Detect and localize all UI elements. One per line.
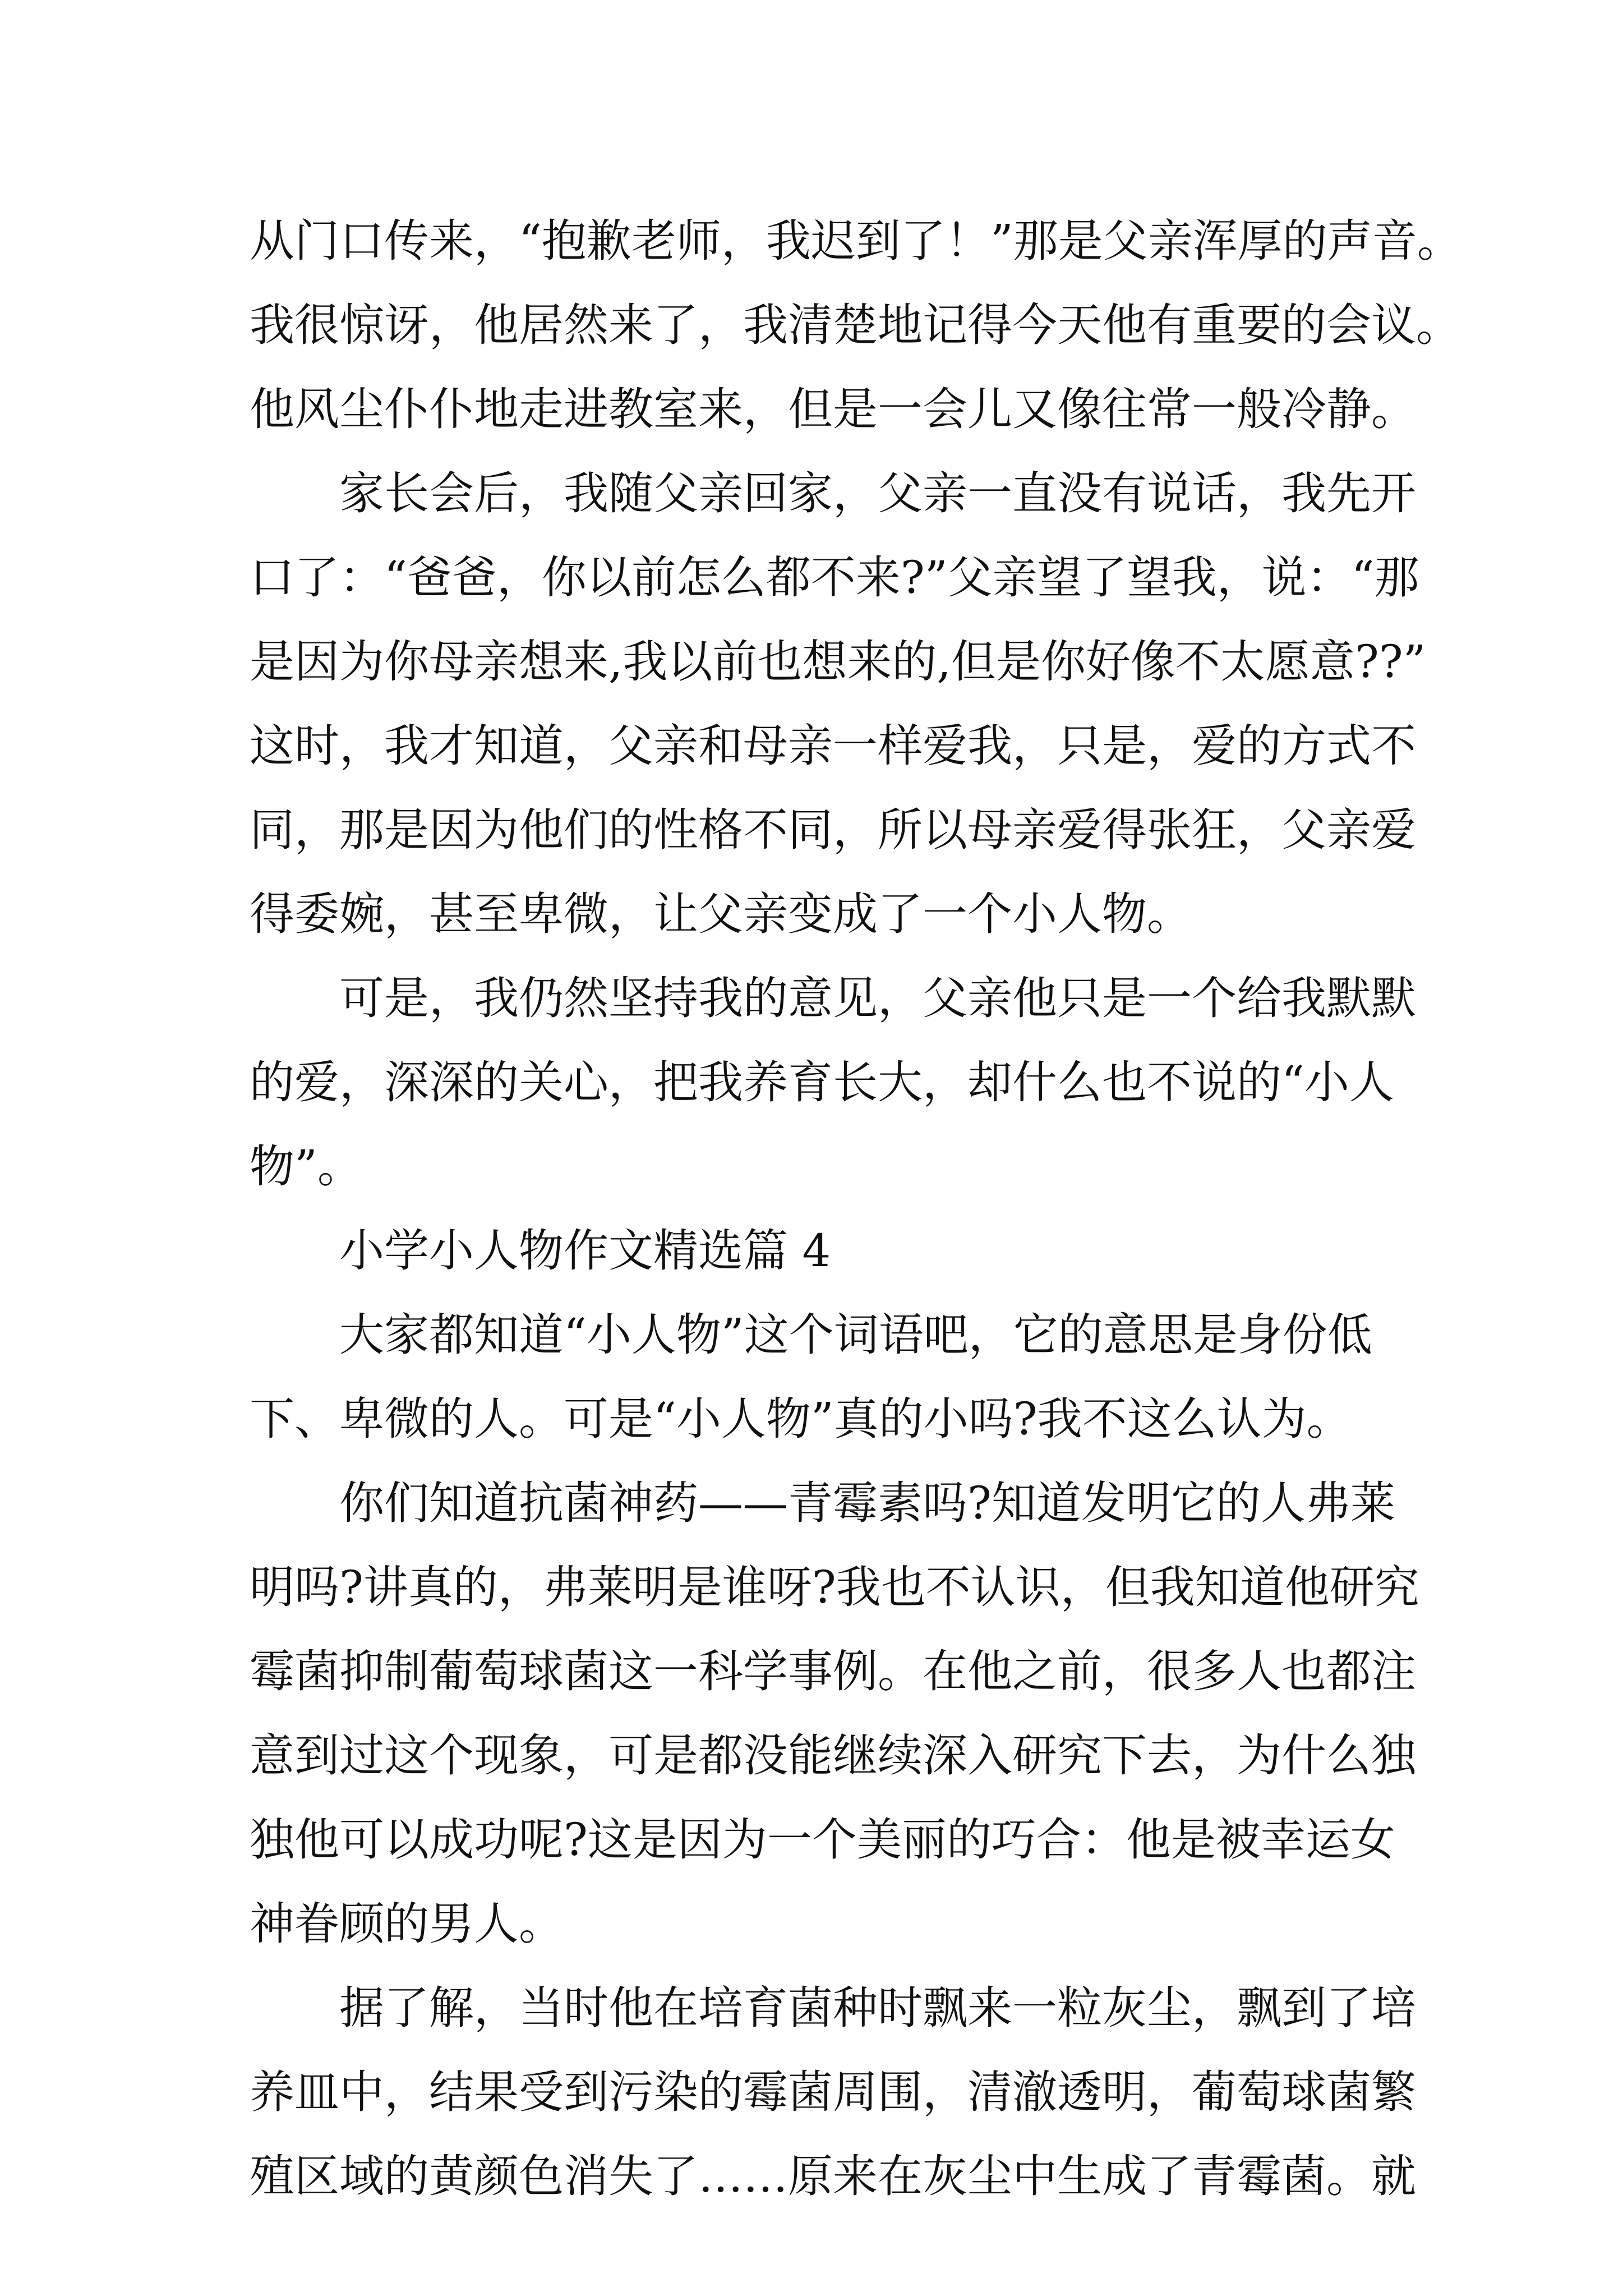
text-line: 是因为你母亲想来,我以前也想来的,但是你好像不太愿意??” — [250, 636, 1426, 688]
text-line: 得委婉，甚至卑微，让父亲变成了一个小人物。 — [250, 888, 1192, 940]
text-line: 他风尘仆仆地走进教室来，但是一会儿又像往常一般冷静。 — [250, 383, 1416, 435]
text-line: 明吗?讲真的，弗莱明是谁呀?我也不认识，但我知道他研究 — [250, 1561, 1419, 1613]
text-line: 同，那是因为他们的性格不同，所以母亲爱得张狂，父亲爱 — [250, 804, 1416, 856]
text-line: 下、卑微的人。可是“小人物”真的小吗?我不这么认为。 — [250, 1393, 1352, 1445]
paragraph-start-line: 家长会后，我随父亲回家，父亲一直没有说话，我先开 — [339, 467, 1416, 519]
text-line: 的爱，深深的关心，把我养育长大，却什么也不说的“小人 — [250, 1056, 1394, 1108]
text-line: 物”。 — [250, 1140, 362, 1193]
text-line: 口了：“爸爸，你以前怎么都不来?”父亲望了望我，说：“那 — [250, 551, 1419, 604]
text-line: 独他可以成功呢?这是因为一个美丽的巧合：他是被幸运女 — [250, 1814, 1395, 1866]
text-line: 这时，我才知道，父亲和母亲一样爱我，只是，爱的方式不 — [250, 720, 1416, 772]
paragraph-start-line: 据了解，当时他在培育菌种时飘来一粒灰尘，飘到了培 — [339, 1982, 1416, 2034]
section-heading: 小学小人物作文精选篇 4 — [339, 1225, 831, 1277]
text-line: 意到过这个现象，可是都没能继续深入研究下去，为什么独 — [250, 1729, 1416, 1782]
text-line: 殖区域的黄颜色消失了……原来在灰尘中生成了青霉菌。就 — [250, 2150, 1416, 2202]
paragraph-start-line: 大家都知道“小人物”这个词语吧，它的意思是身份低 — [339, 1309, 1372, 1361]
text-line: 养皿中，结果受到污染的霉菌周围，清澈透明，葡萄球菌繁 — [250, 2066, 1416, 2118]
text-line: 从门口传来，“抱歉老师，我迟到了！”那是父亲浑厚的声音。 — [250, 215, 1462, 267]
text-line: 霉菌抑制葡萄球菌这一科学事例。在他之前，很多人也都注 — [250, 1645, 1416, 1697]
paragraph-start-line: 可是，我仍然坚持我的意见，父亲他只是一个给我默默 — [339, 972, 1416, 1024]
paragraph-start-line: 你们知道抗菌神药——青霉素吗?知道发明它的人弗莱 — [339, 1477, 1395, 1529]
text-line: 我很惊讶，他居然来了，我清楚地记得今天他有重要的会议。 — [250, 299, 1461, 351]
text-line: 神眷顾的男人。 — [250, 1898, 564, 1950]
